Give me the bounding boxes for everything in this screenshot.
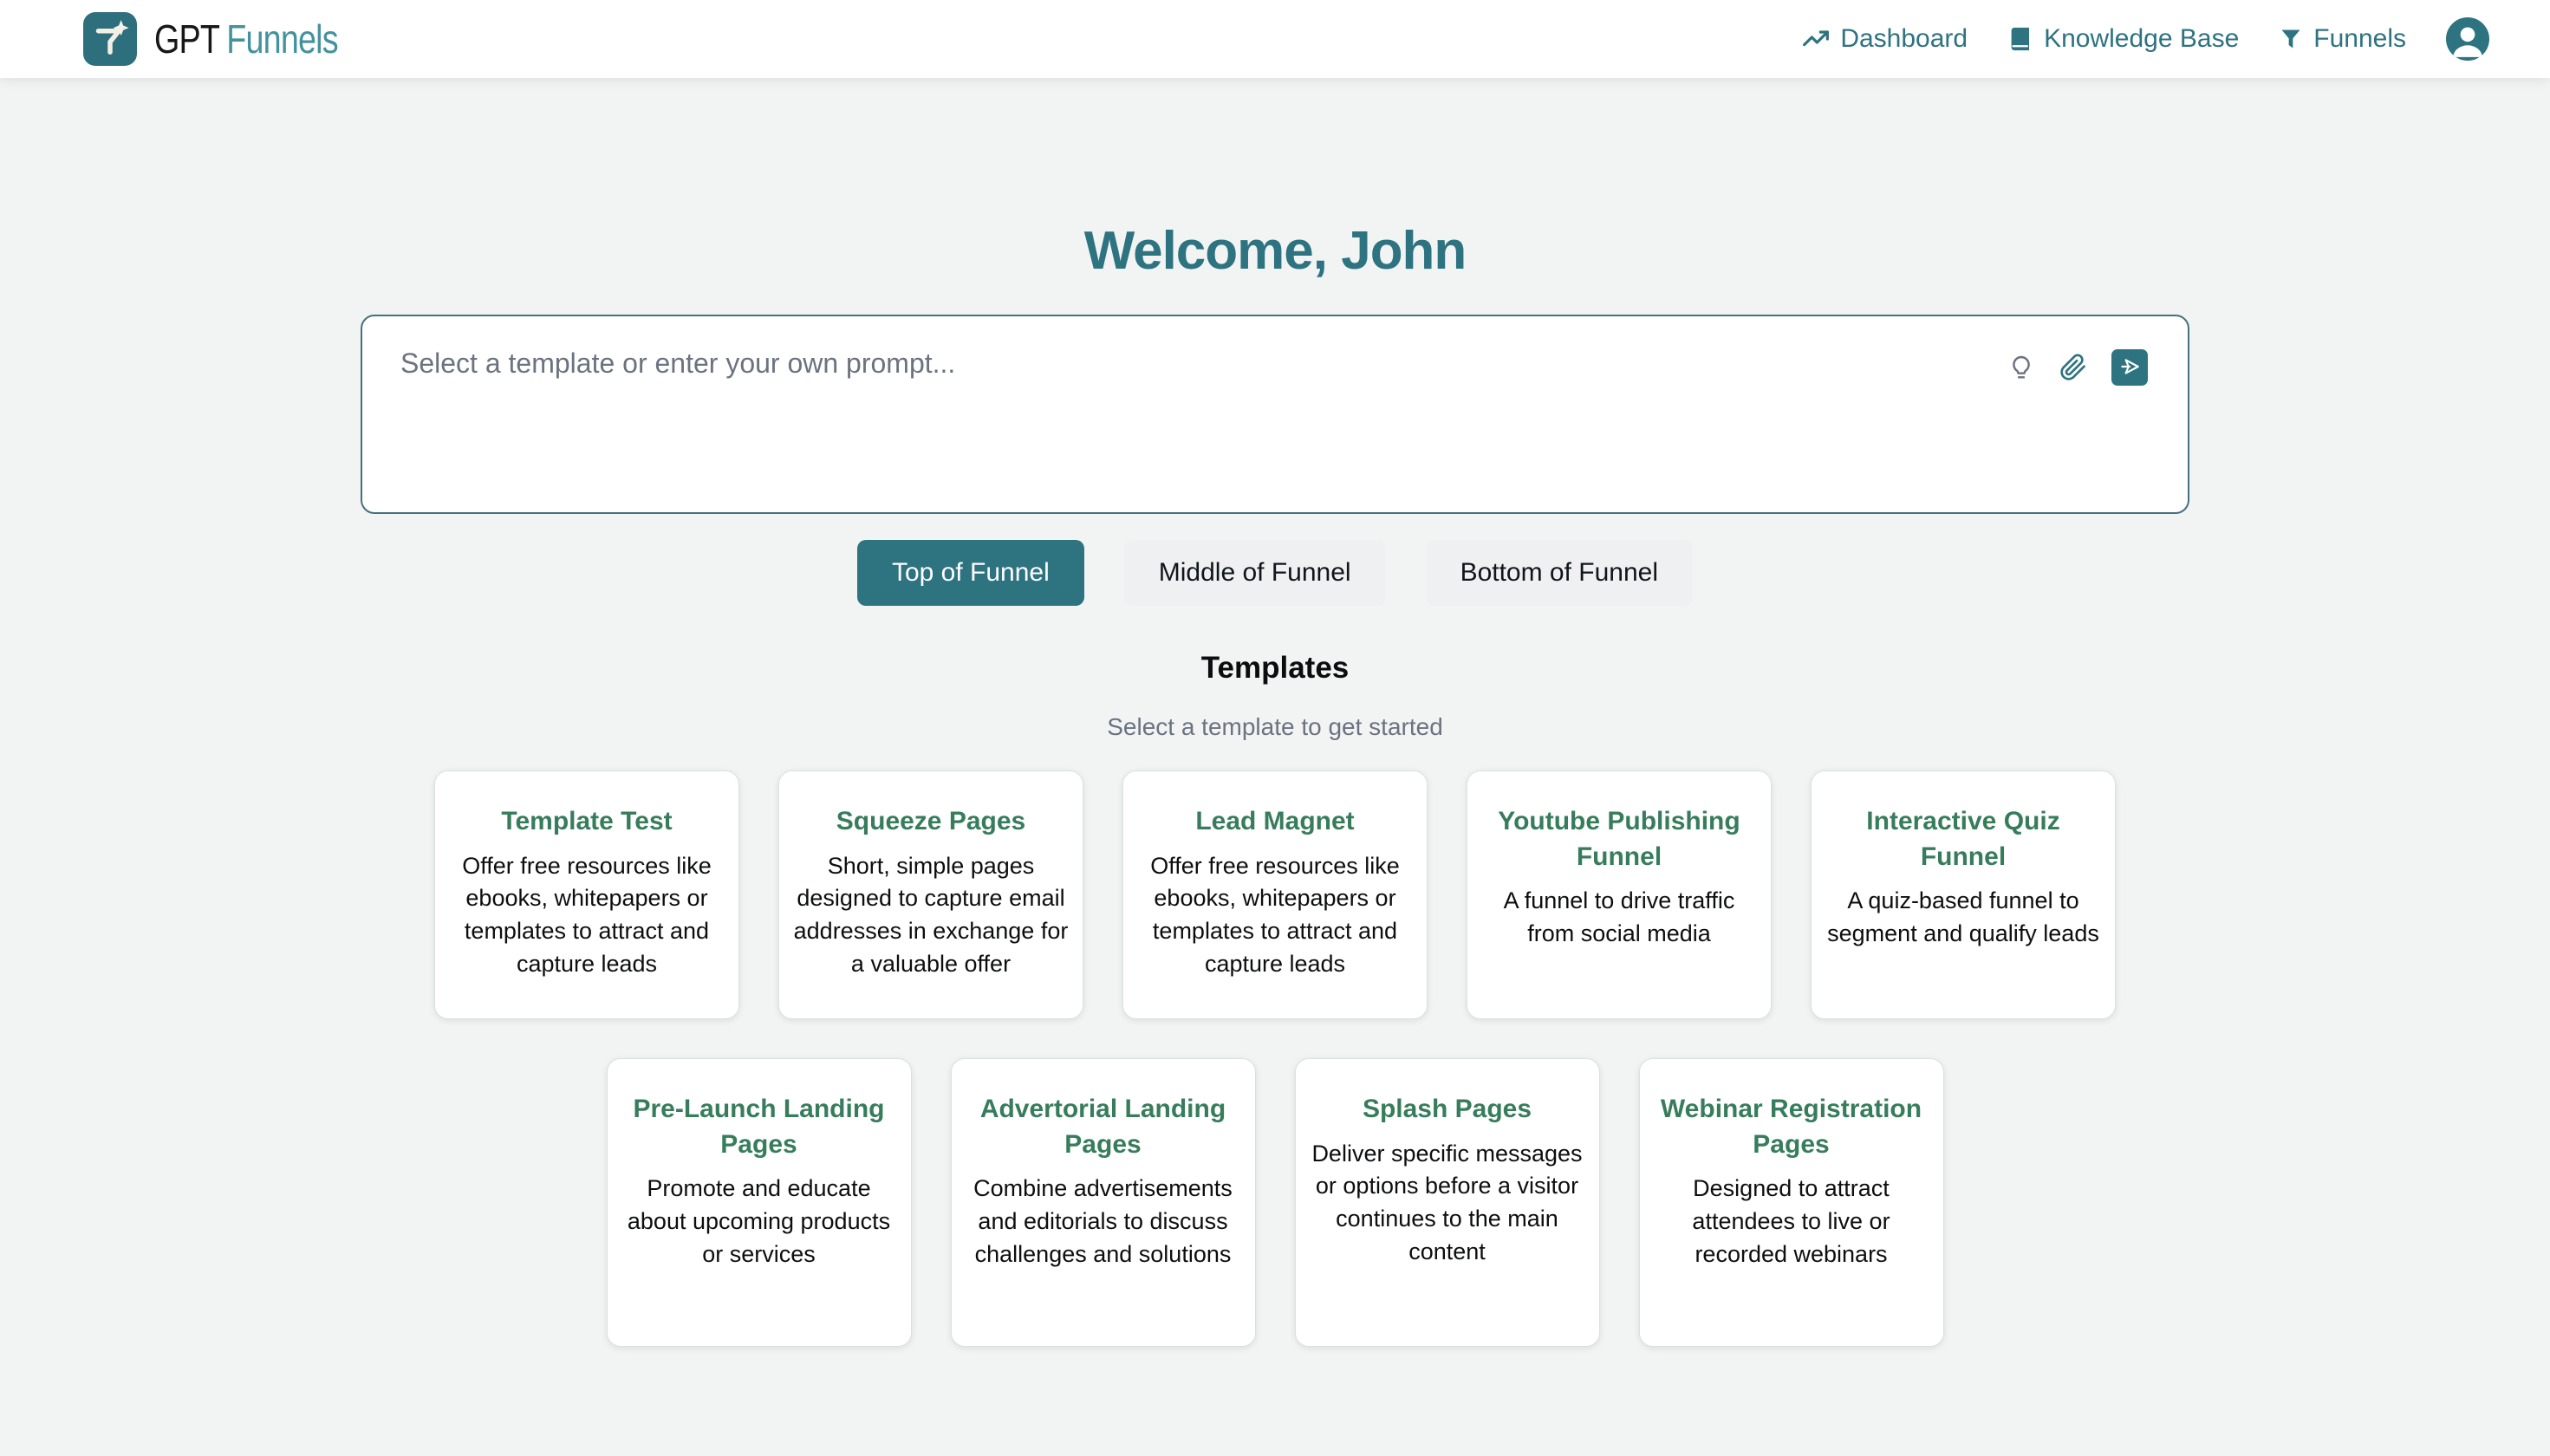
nav-item-knowledge-base[interactable] — [2007, 24, 2239, 54]
template-card-advertorial-landing-pages[interactable] — [951, 1058, 1256, 1347]
lightbulb-icon[interactable] — [2007, 354, 2035, 381]
template-card-title: Webinar Registration Pages — [1660, 1095, 1922, 1159]
brand-name — [154, 16, 338, 62]
tab-bottom-of-funnel[interactable]: Bottom of Funnel — [1426, 540, 1693, 606]
paperclip-icon[interactable] — [2059, 354, 2087, 381]
template-card-description: Designed to attract attendees to live or recorded webinars — [1692, 1175, 1890, 1267]
template-card-description: Combine advertisements and editorials to discuss challenges and solutions — [973, 1175, 1233, 1267]
template-card-lead-magnet[interactable] — [1122, 770, 1428, 1019]
template-card-description: Offer free resources like ebooks, whitepapers or templates to attract and capture leads — [462, 852, 712, 977]
template-card-splash-pages[interactable] — [1295, 1058, 1600, 1347]
templates-subtitle: Select a template to get started — [1107, 713, 1443, 740]
tab-top-of-funnel[interactable]: Top of Funnel — [857, 540, 1084, 606]
template-card-description: A quiz-based funnel to segment and qualify leads — [1827, 887, 2099, 946]
welcome-heading: Welcome, John — [1083, 221, 1467, 281]
nav-item-label: Dashboard — [1840, 24, 1968, 53]
funnel-sparkle-icon — [83, 12, 137, 66]
template-card-template-test[interactable] — [434, 770, 739, 1019]
template-card-title: Youtube Publishing Funnel — [1498, 807, 1740, 871]
templates-title: Templates — [1200, 651, 1350, 685]
header-nav — [1802, 17, 2489, 61]
template-card-squeeze-pages[interactable] — [778, 770, 1083, 1019]
send-button[interactable] — [2111, 349, 2148, 386]
user-avatar-icon[interactable] — [2446, 17, 2489, 61]
template-card-description: Promote and educate about upcoming products or services — [627, 1175, 891, 1267]
template-card-interactive-quiz-funnel[interactable] — [1811, 770, 2116, 1019]
book-icon — [2007, 26, 2033, 52]
template-card-title: Template Test — [501, 807, 673, 835]
template-card-description: Short, simple pages designed to capture email addresses in exchange for a valuable offer — [793, 852, 1069, 977]
nav-item-funnels[interactable] — [2279, 24, 2406, 54]
nav-item-label: Funnels — [2313, 24, 2406, 53]
template-card-title: Interactive Quiz Funnel — [1866, 807, 2060, 871]
templates-row-1 — [434, 770, 2116, 1019]
template-card-description: Offer free resources like ebooks, whitepapers or templates to attract and capture leads — [1150, 852, 1400, 977]
brand-name-secondary: Funnels — [226, 16, 338, 62]
template-card-description: Deliver specific messages or options before a visitor continues to the main content — [1311, 1140, 1583, 1264]
template-card-title: Pre-Launch Landing Pages — [633, 1095, 885, 1159]
nav-item-label: Knowledge Base — [2044, 24, 2240, 53]
template-card-description: A funnel to drive traffic from social media — [1503, 887, 1735, 946]
prompt-actions — [2007, 349, 2148, 386]
send-icon — [2118, 355, 2141, 380]
nav-item-dashboard[interactable] — [1802, 24, 1968, 54]
top-navbar — [0, 0, 2550, 78]
brand-name-primary: GPT — [154, 16, 220, 62]
template-card-youtube-publishing-funnel[interactable] — [1467, 770, 1772, 1019]
template-card-title: Advertorial Landing Pages — [979, 1095, 1226, 1159]
template-card-pre-launch-landing-pages[interactable] — [607, 1058, 912, 1347]
template-card-title: Squeeze Pages — [836, 807, 1026, 835]
template-card-title: Splash Pages — [1362, 1095, 1532, 1123]
template-card-title: Lead Magnet — [1195, 807, 1355, 835]
template-card-webinar-registration-pages[interactable] — [1639, 1058, 1944, 1347]
prompt-input[interactable] — [362, 316, 2188, 512]
main-content — [0, 78, 2550, 1347]
brand-logo[interactable] — [83, 12, 378, 66]
templates-row-2 — [607, 1058, 1944, 1347]
tab-middle-of-funnel[interactable]: Middle of Funnel — [1124, 540, 1386, 606]
funnel-stage-tabs — [857, 540, 1693, 606]
prompt-box — [361, 315, 2189, 514]
trending-up-icon — [1802, 25, 1830, 53]
funnel-icon — [2279, 27, 2303, 51]
